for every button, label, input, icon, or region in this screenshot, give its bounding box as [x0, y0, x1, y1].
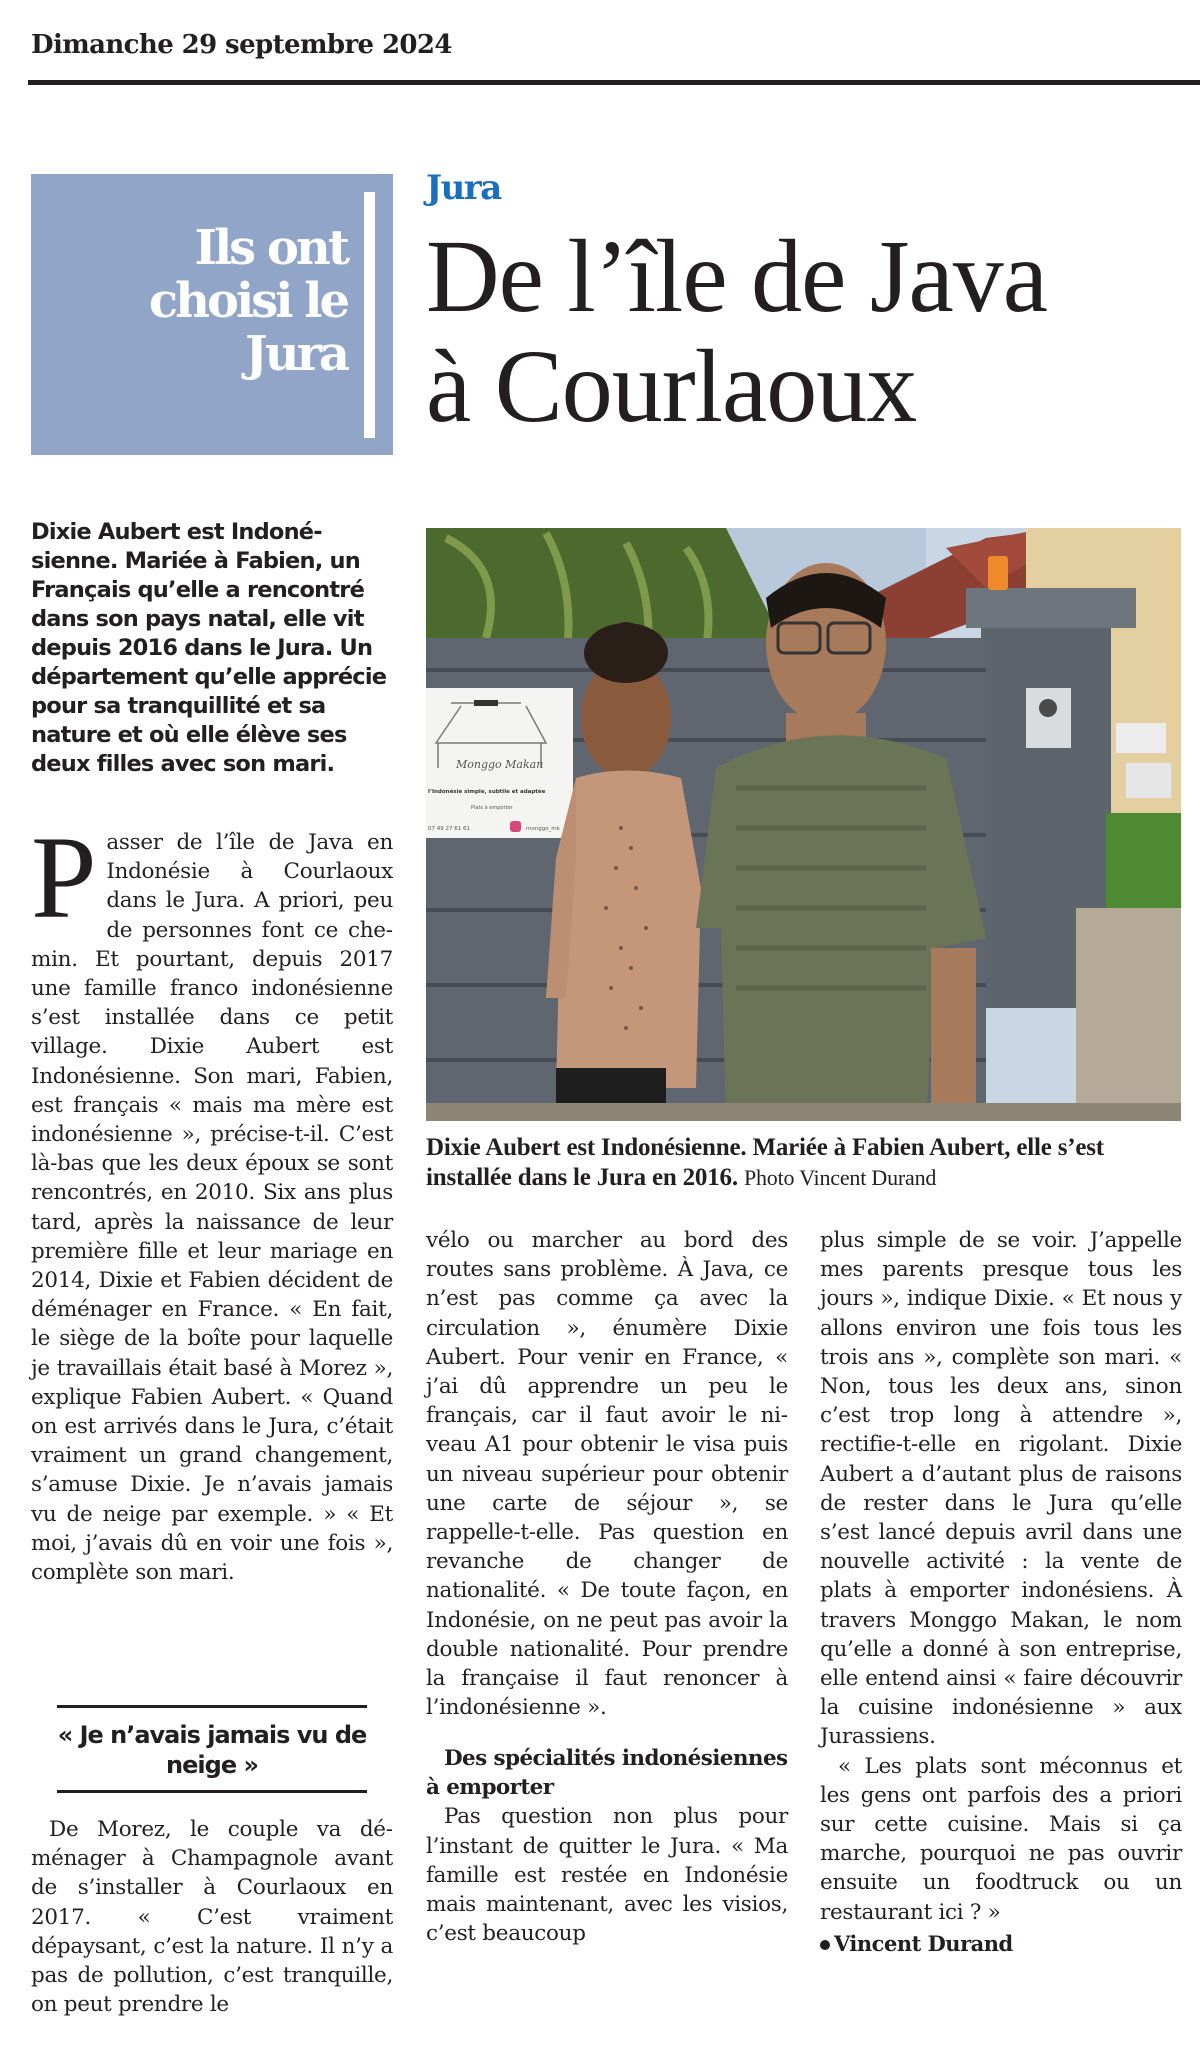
author-name: Vincent Durand: [834, 1930, 1013, 1956]
rubric-accent-bar: [364, 192, 375, 438]
rubric-line: Ils ont: [194, 220, 347, 276]
column-2-continued-text: Pas question non plus pour l’instant de quitter le Jura. « Ma famille est restée en Indonésie mais maintenant, avec les visios, c’est beaucoup: [426, 1804, 788, 1947]
article-column-1-continued: De Morez, le couple va déménager à Champagnole avant de s’installer à Courlaoux en 2017. « C’est vraiment dépaysant, c’est la nature. Il n’y a pas de pollution, c’est tranquille, on peut prendre le: [31, 1817, 393, 2018]
header-rule: [28, 80, 1200, 85]
sign-brand-text: Monggo Makan: [456, 758, 544, 771]
issue-date: Dimanche 29 septembre 2024: [31, 30, 452, 60]
photo-caption: [426, 1133, 1186, 1193]
article-photo: [426, 528, 1181, 1121]
intercom-icon: [1026, 688, 1071, 748]
column-2-text: vélo ou marcher au bord des routes sans problème. À Java, ce n’est pas comme ça avec la circulation », énumère Dixie Aubert. Pour venir en France, « j’ai dû apprendre un peu le français, car il faut avoir le niveau A1 pour obtenir le visa puis un niveau supérieur pour obtenir une carte de séjour », se rappelle-t-elle. Pas question en revanche de changer de nationalité. « De toute façon, en Indonésie, on ne peut pas avoir la double nationalité. Pour prendre la française il faut renoncer à l’indonésienne ».: [426, 1228, 788, 1721]
article-headline: [426, 219, 1048, 444]
sign-subtitle-text: Plats à emporter: [471, 805, 513, 811]
article-lede: Dixie Aubert est Indonésienne. Mariée à Fabien, un Français qu’elle a rencontré dans son pays natal, elle vit depuis 2016 dans le Jura. Un département qu’elle apprécie pour sa tranquillité et sa nature et où elle élève ses deux filles avec son mari.: [31, 519, 387, 777]
section-rubric-title: [149, 222, 347, 381]
sign-instagram-text: monggo_mk: [526, 826, 560, 832]
couple-photo-illustration: [426, 528, 1181, 1121]
article-kicker: Jura: [426, 168, 501, 208]
article-column-2: [426, 1226, 788, 1948]
author-byline: [820, 1929, 1182, 1958]
bullet-icon: [820, 1940, 830, 1950]
headline-line: à Courlaoux: [426, 329, 917, 444]
article-column-3: [820, 1226, 1182, 1958]
drop-cap: P: [31, 812, 97, 943]
section-rubric-box: [31, 174, 393, 455]
article-column-1: [31, 812, 393, 1587]
rubric-line: choisi le: [148, 273, 347, 329]
caption-text: Dixie Aubert est Indonésienne. Mariée à Fabien Aubert, elle s’est installée dans le Jura en 2016.: [426, 1134, 1104, 1191]
column-3-continued-text: « Les plats sont méconnus et les gens ont parfois des a priori sur cette cuisine. Mais si ça marche, pourquoi ne pas ouvrir ensuite un foodtruck ou un restaurant ici ? »: [820, 1753, 1182, 1925]
column-1-text: asser de l’île de Java en Indonésie à Courlaoux dans le Jura. A priori, peu de personnes font ce chemin. Et pourtant, depuis 2017 une famille franco indonésienne s’est installée dans ce petit village. Dixie Aubert est Indonésienne. Son mari, Fabien, est français « mais ma mère est indonésienne », précise-t-il. C’est là-bas que les deux époux se sont rencontrés, en 2010. Six ans plus tard, après la naissance de leur première fille et leur mariage en 2014, Dixie et Fabien décident de déménager en France. « En fait, le siège de la boîte pour laquelle je travaillais était basé à Morez », explique Fabien Aubert. « Quand on est arrivés dans le Jura, c’était vraiment un grand changement, s’amuse Dixie. Je n’avais jamais vu de neige par exemple. » « Et moi, j’avais dû en voir une fois », complète son mari.: [31, 830, 393, 1586]
column-3-text: plus simple de se voir. J’appelle mes parents presque tous les jours », indique Dixie. « Et nous y allons environ une fois tous les trois ans », complète son mari. « Non, tous les deux ans, sinon c’est trop long à attendre », rectifie-t-elle en rigolant. Dixie Aubert a d’autant plus de raisons de rester dans le Jura qu’elle s’est lancé depuis avril dans une nouvelle activité : la vente de plats à emporter indonésiens. À travers Monggo Makan, le nom qu’elle a donné à son entreprise, elle entend ainsi « faire découvrir la cuisine indonésienne » aux Jurassiens.: [820, 1228, 1182, 1750]
article-subhead: Des spécialités indonésiennes à emporter: [426, 1746, 788, 1801]
sign-phone-text: 07 49 27 61 61: [428, 826, 470, 832]
headline-line: De l’île de Java: [426, 219, 1048, 334]
sign-tagline-text: l’Indonésie simple, subtile et adaptée: [428, 789, 546, 795]
rubric-line: Jura: [245, 326, 347, 382]
photo-credit: Photo Vincent Durand: [743, 1165, 937, 1190]
pull-quote: « Je n’avais jamais vu de neige »: [57, 1705, 367, 1793]
instagram-icon: [510, 821, 521, 832]
